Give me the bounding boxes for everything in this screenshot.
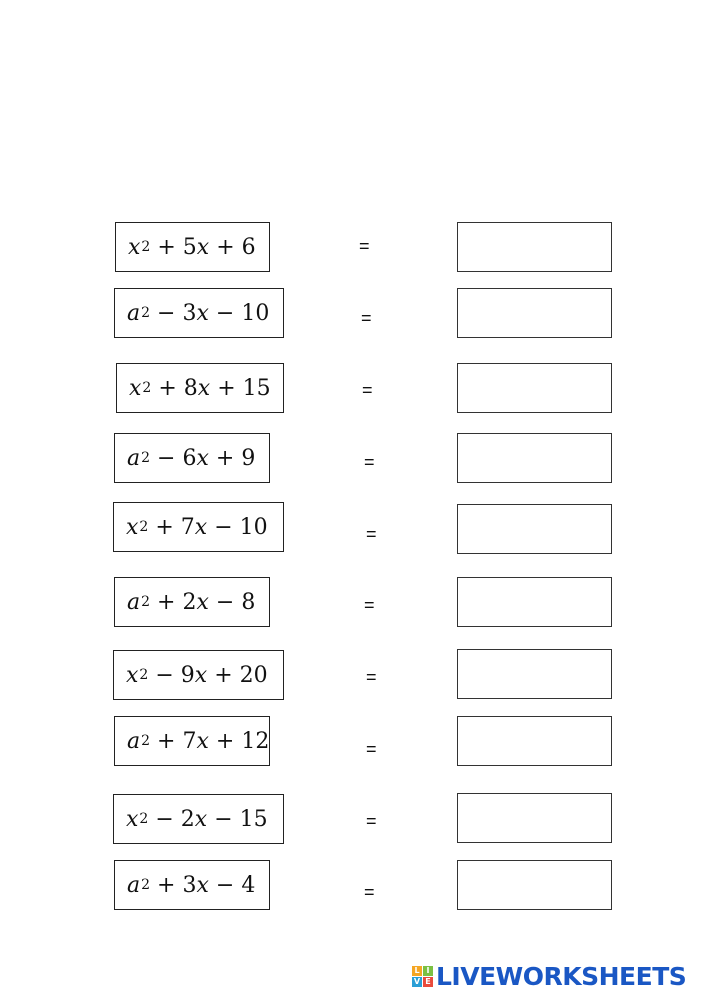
expression-term-variable: x: [196, 589, 209, 615]
expression-box: [113, 794, 284, 844]
liveworksheets-logo-icon: [412, 966, 433, 987]
expression-box: [116, 363, 284, 413]
answer-input[interactable]: [457, 577, 612, 627]
expression-operator: +: [157, 872, 176, 898]
expression-operator: +: [155, 514, 174, 540]
expression-variable: a: [127, 300, 141, 326]
logo-letter-l: L: [412, 966, 422, 976]
expression-operator: +: [158, 375, 177, 401]
expression-exponent: 2: [141, 733, 151, 749]
expression-term-variable: x: [194, 514, 208, 540]
expression-box: [115, 222, 270, 272]
expression-term-variable: x: [196, 445, 209, 471]
expression-constant: 10: [241, 300, 270, 326]
expression-exponent: 2: [141, 239, 151, 255]
expression-coefficient: 3: [182, 300, 197, 326]
answer-input[interactable]: [457, 860, 612, 910]
expression-operator: −: [215, 300, 235, 326]
expression-constant: 9: [241, 445, 256, 471]
logo-letter-e: E: [423, 977, 433, 987]
expression-operator: −: [215, 872, 235, 898]
expression-operator: −: [215, 589, 235, 615]
expression-box: [114, 288, 284, 338]
answer-input[interactable]: [457, 793, 612, 843]
equals-sign: =: [364, 882, 375, 902]
expression-variable: a: [127, 872, 141, 898]
equals-sign: =: [361, 308, 372, 328]
expression-exponent: 2: [139, 811, 149, 827]
logo-letter-i: I: [423, 966, 433, 976]
expression-operator: −: [214, 806, 233, 832]
logo-letter-v: V: [413, 977, 421, 986]
expression-variable: x: [126, 662, 139, 688]
expression-variable: a: [127, 445, 141, 471]
expression-box: [113, 502, 284, 552]
expression-constant: 6: [241, 234, 256, 260]
liveworksheets-wordmark: LIVEWORKSHEETS: [436, 962, 687, 991]
expression-operator: +: [157, 728, 176, 754]
answer-input[interactable]: [457, 649, 612, 699]
expression-term-variable: x: [196, 234, 210, 260]
expression-coefficient: 2: [182, 589, 197, 615]
expression-coefficient: 7: [180, 514, 195, 540]
expression-coefficient: 2: [180, 806, 195, 832]
expression-exponent: 2: [139, 519, 149, 535]
equals-sign: =: [362, 380, 373, 400]
expression-term-variable: x: [196, 728, 209, 754]
expression-coefficient: 6: [182, 445, 197, 471]
expression-exponent: 2: [139, 667, 149, 683]
answer-input[interactable]: [457, 716, 612, 766]
expression-operator: −: [214, 514, 233, 540]
expression-term-variable: x: [196, 872, 209, 898]
expression-variable: a: [127, 728, 141, 754]
expression-box: [114, 860, 270, 910]
expression-operator: +: [157, 234, 176, 260]
expression-operator: +: [217, 375, 236, 401]
expression-constant: 12: [241, 728, 270, 754]
expression-coefficient: 8: [183, 375, 198, 401]
expression-operator: +: [215, 445, 235, 471]
expression-variable: x: [129, 375, 142, 401]
expression-box: [114, 433, 270, 483]
equals-sign: =: [366, 739, 377, 759]
expression-box: [113, 650, 284, 700]
equals-sign: =: [364, 595, 375, 615]
expression-variable: x: [126, 806, 139, 832]
expression-operator: −: [155, 662, 174, 688]
expression-term-variable: x: [197, 375, 211, 401]
expression-term-variable: x: [194, 806, 208, 832]
equals-sign: =: [366, 524, 377, 544]
expression-operator: +: [215, 728, 235, 754]
expression-variable: a: [127, 589, 141, 615]
expression-coefficient: 7: [182, 728, 197, 754]
expression-constant: 15: [239, 806, 268, 832]
expression-exponent: 2: [141, 450, 151, 466]
expression-operator: +: [214, 662, 233, 688]
expression-constant: 8: [241, 589, 256, 615]
answer-input[interactable]: [457, 288, 612, 338]
expression-coefficient: 5: [182, 234, 197, 260]
answer-input[interactable]: [457, 222, 612, 272]
expression-constant: 4: [241, 872, 256, 898]
expression-constant: 10: [239, 514, 268, 540]
expression-coefficient: 3: [182, 872, 197, 898]
answer-input[interactable]: [457, 433, 612, 483]
equals-sign: =: [364, 452, 375, 472]
expression-box: [114, 716, 270, 766]
expression-variable: x: [128, 234, 141, 260]
expression-box: [114, 577, 270, 627]
equals-sign: =: [366, 667, 377, 687]
expression-coefficient: 9: [180, 662, 195, 688]
expression-term-variable: x: [196, 300, 209, 326]
expression-term-variable: x: [194, 662, 208, 688]
expression-exponent: 2: [142, 380, 152, 396]
equals-sign: =: [366, 811, 377, 831]
answer-input[interactable]: [457, 363, 612, 413]
expression-operator: +: [157, 589, 176, 615]
expression-exponent: 2: [141, 594, 151, 610]
expression-constant: 20: [239, 662, 268, 688]
expression-operator: −: [155, 806, 174, 832]
expression-exponent: 2: [141, 877, 151, 893]
expression-operator: −: [157, 300, 176, 326]
expression-constant: 15: [242, 375, 271, 401]
answer-input[interactable]: [457, 504, 612, 554]
equals-sign: =: [359, 236, 370, 256]
expression-operator: +: [216, 234, 235, 260]
expression-operator: −: [157, 445, 176, 471]
expression-exponent: 2: [141, 305, 151, 321]
liveworksheets-logo: [412, 962, 686, 991]
expression-variable: x: [126, 514, 139, 540]
